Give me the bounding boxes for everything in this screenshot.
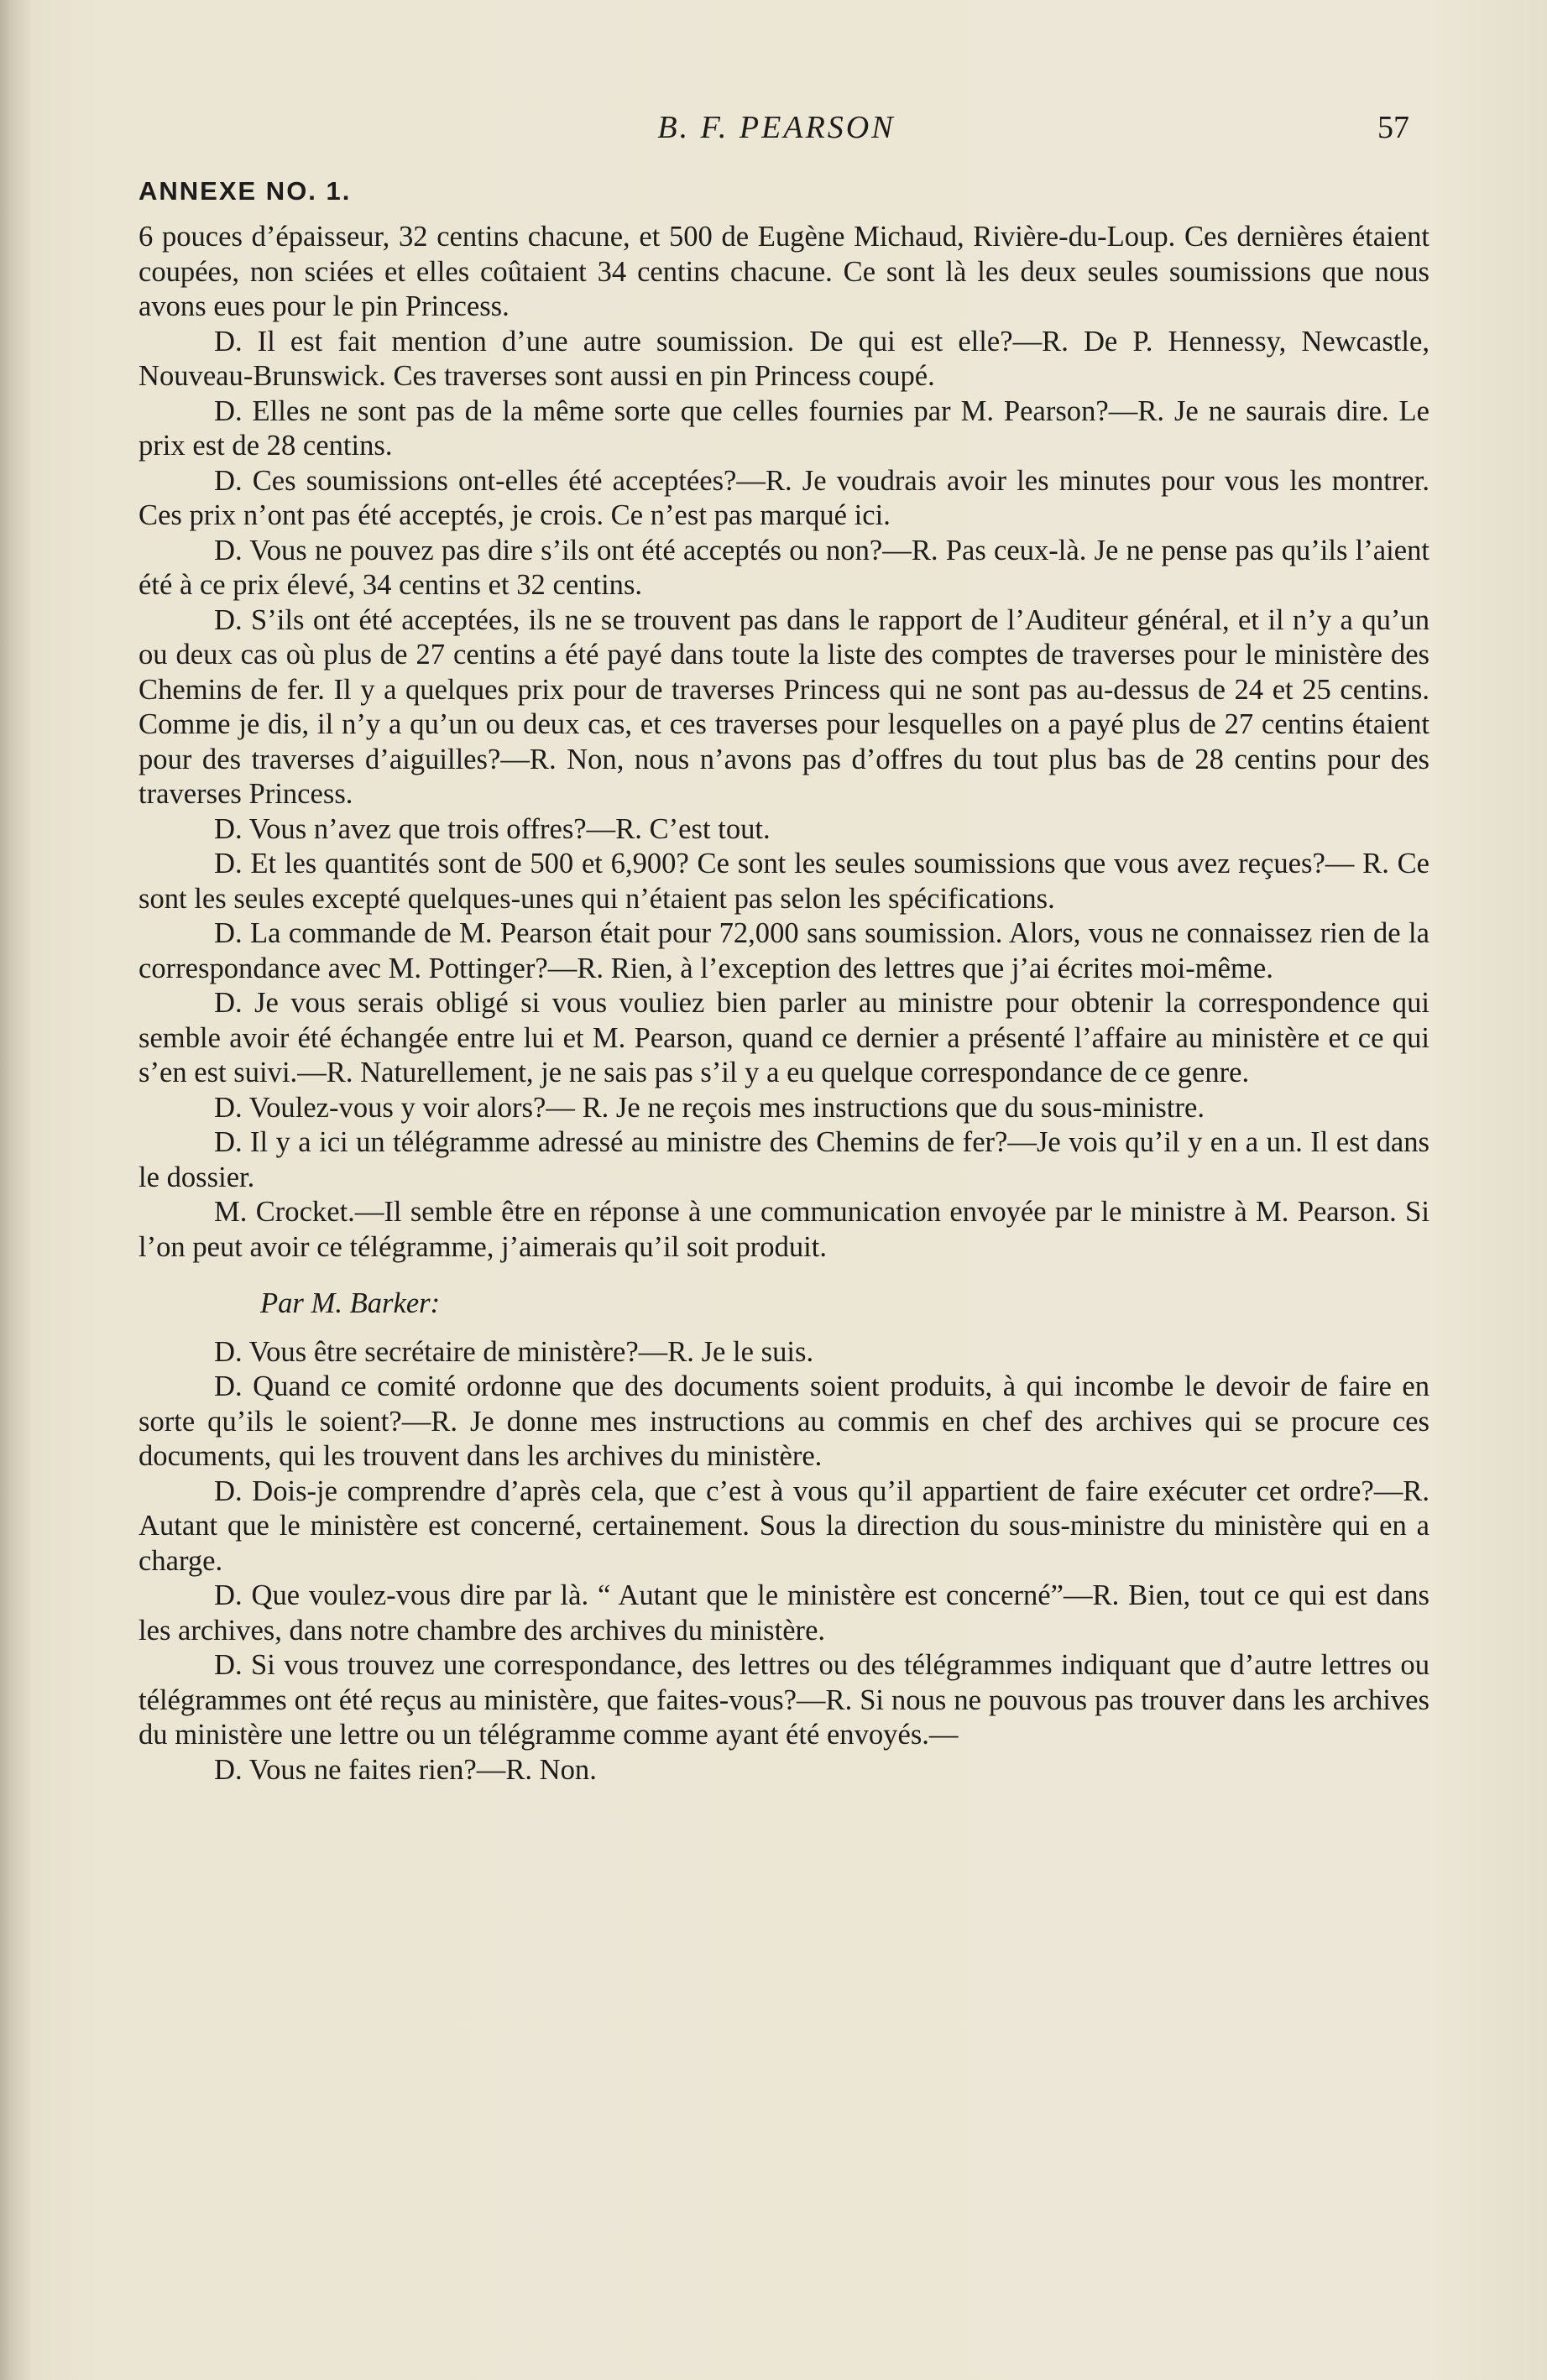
page-number: 57 bbox=[1377, 110, 1409, 145]
running-title: B. F. PEARSON bbox=[657, 110, 896, 145]
paragraph: D. Quand ce comité ordonne que des documents soient produits, à qui incombe le devoir de faire en sorte qu’ils le soient?—R. Je donne mes instructions au commis en chef des archives qui se procure ces documents, qui les trouvent dans les archives du ministère. bbox=[138, 1370, 1429, 1472]
paragraph: D. Vous ne faites rien?—R. Non. bbox=[214, 1753, 597, 1786]
paragraph: D. Il y a ici un télégramme adressé au ministre des Chemins de fer?—Je vois qu’il y en a un. Il est dans le dossier. bbox=[138, 1126, 1429, 1193]
paragraph: D. La commande de M. Pearson était pour 72,000 sans soumission. Alors, vous ne connaissez rien de la correspondance avec M. Pottinger?—R. Rien, à l’exception des lettres que j’ai écrites moi-même. bbox=[138, 917, 1429, 984]
paragraph: D. Si vous trouvez une correspondance, des lettres ou des télégrammes indiquant que d’autre lettres ou télégrammes ont été reçus au ministère, que faites-vous?—R. Si nous ne pouvous pas trouver dans les archives du ministère une lettre ou un télégramme comme ayant été envoyés.— bbox=[138, 1649, 1429, 1751]
paragraph: M. Crocket.—Il semble être en réponse à une communication envoyée par le ministre à M. Pearson. Si l’on peut avoir ce télégramme, j’aimerais qu’il soit produit. bbox=[138, 1196, 1429, 1263]
section-subheading: Par M. Barker: bbox=[260, 1287, 441, 1319]
page-header bbox=[138, 109, 1414, 159]
body-text bbox=[138, 220, 1429, 1788]
paragraph: D. Elles ne sont pas de la même sorte que celles fournies par M. Pearson?—R. Je ne saurais dire. Le prix est de 28 centins. bbox=[138, 394, 1429, 462]
paragraph: D. Il est fait mention d’une autre soumission. De qui est elle?—R. De P. Hennessy, Newcastle, Nouveau-Brunswick. Ces traverses sont aussi en pin Princess coupé. bbox=[138, 325, 1429, 392]
paragraph: D. Dois-je comprendre d’après cela, que c’est à vous qu’il appartient de faire exécuter cet ordre?—R. Autant que le ministère est concerné, certainement. Sous la direction du sous-ministre du ministère qui en a charge. bbox=[138, 1474, 1429, 1577]
paragraph: D. Je vous serais obligé si vous vouliez bien parler au ministre pour obtenir la correspondence qui semble avoir été échangée entre lui et M. Pearson, quand ce dernier a présenté l’affaire au ministère et ce qui s’en est suivi.—R. Naturellement, je ne sais pas s’il y a eu quelque correspondance de ce genre. bbox=[138, 987, 1429, 1088]
paragraph: D. Vous n’avez que trois offres?—R. C’est tout. bbox=[214, 812, 771, 845]
paragraph: D. Voulez-vous y voir alors?— R. Je ne reçois mes instructions que du sous-ministre. bbox=[214, 1091, 1205, 1124]
paragraph: 6 pouces d’épaisseur, 32 centins chacune, et 500 de Eugène Michaud, Rivière-du-Loup. Ces dernières étaient coupées, non sciées et elles coûtaient 34 centins chacune. Ce sont là les deux seules soumissions que nous avons eues pour le pin Princess. bbox=[138, 221, 1429, 322]
paragraph: D. Ces soumissions ont-elles été acceptées?—R. Je voudrais avoir les minutes pour vous les montrer. Ces prix n’ont pas été acceptés, je crois. Ce n’est pas marqué ici. bbox=[138, 464, 1429, 531]
paragraph: D. Que voulez-vous dire par là. “ Autant que le ministère est concerné”—R. Bien, tout ce qui est dans les archives, dans notre chambre des archives du ministère. bbox=[138, 1579, 1429, 1647]
paragraph: D. Vous être secrétaire de ministère?—R. Je le suis. bbox=[214, 1335, 814, 1368]
paragraph: D. Vous ne pouvez pas dire s’ils ont été acceptés ou non?—R. Pas ceux-là. Je ne pense pas qu’ils l’aient été à ce prix élevé, 34 centins et 32 centins. bbox=[138, 534, 1429, 601]
paragraph: D. S’ils ont été acceptées, ils ne se trouvent pas dans le rapport de l’Auditeur général, et il n’y a qu’un ou deux cas où plus de 27 centins a été payé dans toute la liste des comptes de traverses pour le ministère des Chemins de fer. Il y a quelques prix pour de traverses Princess qui ne sont pas au-dessus de 24 et 25 centins. Comme je dis, il n’y a qu’un ou deux cas, et ces traverses pour lesquelles on a payé plus de 27 centins étaient pour des traverses d’aiguilles?—R. Non, nous n’avons pas d’offres du tout plus bas de 28 centins pour des traverses Princess. bbox=[138, 603, 1429, 810]
annex-label: ANNEXE NO. 1. bbox=[138, 176, 352, 206]
paragraph: D. Et les quantités sont de 500 et 6,900? Ce sont les seules soumissions que vous avez reçues?— R. Ce sont les seules excepté quelques-unes qui n’étaient pas selon les spécifications. bbox=[138, 848, 1429, 915]
